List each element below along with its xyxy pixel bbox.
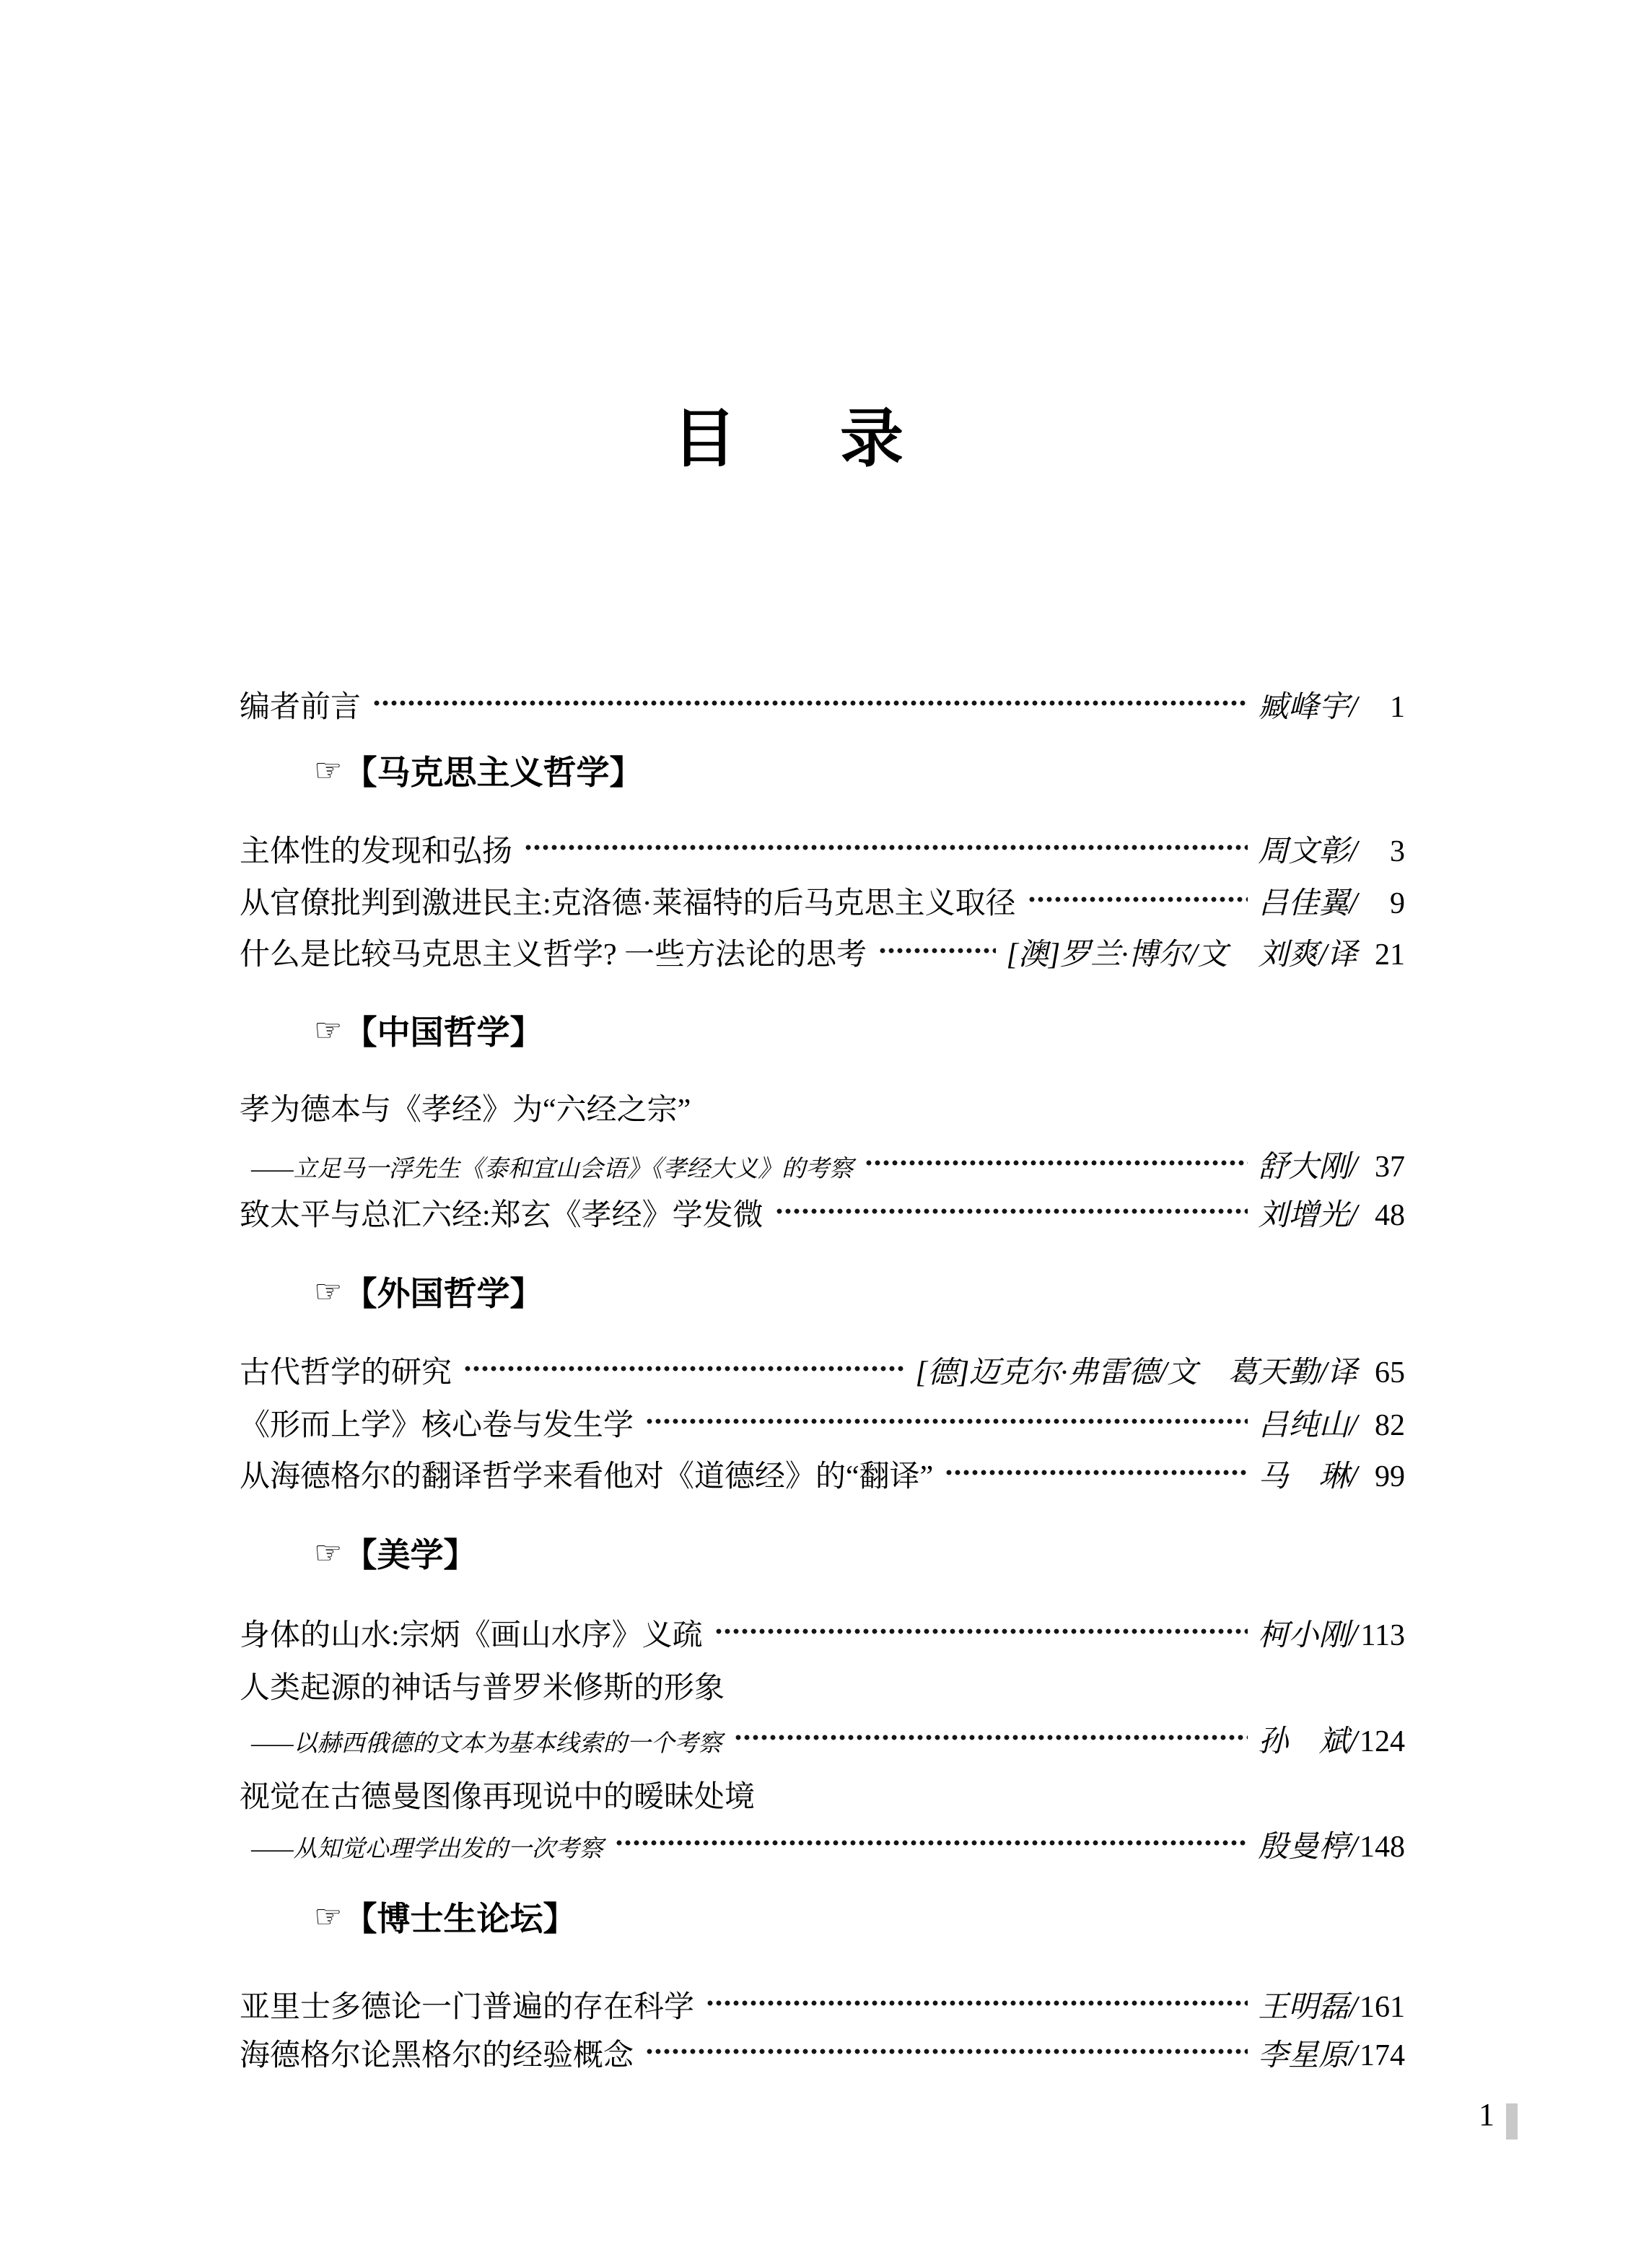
entry-author: 王明磊/ (1258, 1991, 1357, 2024)
entry-title: 什么是比较马克思主义哲学? 一些方法论的思考 (240, 938, 867, 972)
pointing-hand-icon: ☞ (314, 752, 343, 788)
entry-page-number: 65 (1375, 1356, 1405, 1390)
entry-page-number: 48 (1375, 1199, 1405, 1232)
section-title: 【博士生论坛】 (343, 1901, 577, 1937)
toc-entry-title-line (240, 1086, 1405, 1126)
pointing-hand-icon: ☞ (314, 1012, 343, 1048)
pointing-hand-icon: ☞ (314, 1535, 343, 1571)
entry-author: 刘增光/ (1258, 1199, 1357, 1232)
entry-title: 编者前言 (240, 691, 362, 724)
document-title: 目 录 (672, 405, 924, 475)
toc-entry (240, 827, 1405, 868)
toc-entry (240, 1983, 1405, 2023)
entry-page-number: 1 (1390, 691, 1405, 724)
entry-author: 吕纯山/ (1258, 1409, 1357, 1442)
entry-title: 孝为德本与《孝经》为“六经之宗” (240, 1094, 691, 1127)
dot-leader (372, 700, 1248, 706)
toc-entry (240, 1348, 1405, 1389)
section-header (238, 1893, 576, 1940)
section-title: 【美学】 (343, 1537, 477, 1574)
dot-leader (734, 1735, 1248, 1740)
dot-leader (645, 2049, 1248, 2054)
entry-author: 周文彰/ (1258, 835, 1357, 868)
entry-page-number: 3 (1390, 835, 1405, 868)
dot-leader (945, 1470, 1248, 1475)
dot-leader (615, 1840, 1248, 1846)
pointing-hand-icon: ☞ (314, 1898, 343, 1935)
entry-title: 身体的山水:宗炳《画山水序》义疏 (240, 1619, 703, 1652)
entry-page-number: 113 (1360, 1619, 1405, 1652)
entry-author: 吕佳翼/ (1258, 887, 1357, 920)
entry-title: 古代哲学的研究 (240, 1356, 452, 1390)
entry-author: 臧峰宇/ (1258, 691, 1357, 724)
entry-page-number: 174 (1360, 2039, 1405, 2072)
entry-title: 海德格尔论黑格尔的经验概念 (240, 2039, 634, 2072)
dot-leader (524, 845, 1248, 850)
toc-entry (240, 1401, 1405, 1442)
toc-entry-title-line (240, 1773, 1405, 1813)
dot-leader (878, 948, 996, 954)
entry-page-number: 148 (1360, 1831, 1405, 1864)
toc-entry-title-line (240, 1664, 1405, 1704)
entry-author: 马 琳/ (1258, 1460, 1357, 1493)
entry-page-number: 82 (1375, 1409, 1405, 1442)
entry-author: 孙 斌/ (1258, 1725, 1357, 1758)
section-title: 【马克思主义哲学】 (343, 754, 643, 791)
toc-entry (240, 1191, 1405, 1231)
entry-title: 主体性的发现和弘扬 (240, 835, 513, 868)
entry-subtitle: ——立足马一浮先生《泰和宜山会语》《孝经大义》的考察 (251, 1156, 854, 1182)
page-number: 1 (1479, 2097, 1494, 2132)
toc-entry (240, 2031, 1405, 2072)
entry-title: 从海德格尔的翻译哲学来看他对《道德经》的“翻译” (240, 1460, 934, 1493)
dot-leader (463, 1366, 905, 1371)
entry-page-number: 21 (1375, 938, 1405, 972)
dot-leader (775, 1208, 1248, 1214)
entry-title: 视觉在古德曼图像再现说中的暧昧处境 (240, 1781, 756, 1814)
section-header (238, 1006, 543, 1054)
entry-title: 《形而上学》核心卷与发生学 (240, 1409, 634, 1442)
entry-author: 李星原/ (1258, 2039, 1357, 2072)
entry-author: 柯小刚/ (1258, 1619, 1357, 1652)
dot-leader (1028, 897, 1248, 902)
pointing-hand-icon: ☞ (314, 1273, 343, 1309)
entry-subtitle: ——从知觉心理学出发的一次考察 (251, 1836, 603, 1862)
section-title: 【中国哲学】 (343, 1014, 543, 1051)
dot-leader (645, 1418, 1248, 1424)
toc-entry-subtitle-line (240, 1717, 1405, 1758)
entry-page-number: 37 (1375, 1151, 1405, 1184)
dot-leader (714, 1628, 1248, 1634)
entry-title: 致太平与总汇六经:郑玄《孝经》学发微 (240, 1199, 763, 1232)
section-header (238, 746, 642, 794)
dot-leader (706, 2000, 1248, 2006)
entry-page-number: 124 (1360, 1725, 1405, 1758)
entry-title: 从官僚批判到激进民主:克洛德·莱福特的后马克思主义取径 (240, 887, 1016, 920)
entry-page-number: 161 (1360, 1991, 1405, 2024)
section-header (238, 1529, 476, 1576)
toc-entry-subtitle-line (240, 1823, 1405, 1863)
entry-title: 人类起源的神话与普罗米修斯的形象 (240, 1672, 725, 1705)
entry-author: 舒大刚/ (1258, 1151, 1357, 1184)
page-number-bar (1506, 2103, 1518, 2140)
toc-entry (240, 1452, 1405, 1493)
section-title: 【外国哲学】 (343, 1275, 543, 1312)
entry-page-number: 9 (1390, 887, 1405, 920)
entry-subtitle: ——以赫西俄德的文本为基本线索的一个考察 (251, 1731, 722, 1757)
entry-author: [澳]罗兰·博尔/文 刘爽/译 (1006, 938, 1357, 972)
entry-author: 殷曼楟/ (1258, 1831, 1357, 1864)
toc-entry-subtitle-line (240, 1143, 1405, 1183)
dot-leader (865, 1160, 1248, 1166)
toc-entry (240, 879, 1405, 920)
toc-entry (240, 1611, 1405, 1652)
toc-entry (240, 683, 1405, 723)
section-header (238, 1268, 543, 1315)
entry-author: [德]迈克尔·弗雷德/文 葛天勤/译 (915, 1356, 1357, 1390)
entry-page-number: 99 (1375, 1460, 1405, 1493)
entry-title: 亚里士多德论一门普遍的存在科学 (240, 1991, 695, 2024)
toc-entry (240, 930, 1405, 971)
